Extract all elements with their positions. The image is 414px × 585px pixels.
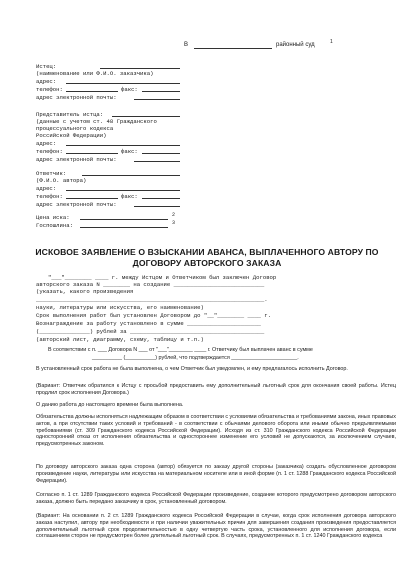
body-paragraph: В установленный срок работа не была выполнена, о чем Ответчик был уведомлен, и ему предлагалось исполнить Договор. xyxy=(36,366,348,372)
contract-line: (указать, какого произведения xyxy=(36,288,134,295)
contract-line: Вознаграждение за работу установлено в сумме ______________________ xyxy=(36,320,261,327)
body-paragraph: (Вариант: На основании п. 2 ст. 1289 Гражданского кодекса Российской Федерации в случае, когда срок исполнения договора авторского заказа наступил, автору при необходимости и при наличии уважительных причин для завершения создания произведения предоставляется дополнительный льготный срок продолжительностью в одну четвертую часть срока, установленного для исполнения договора, если соглашением сторон не предусмотрен более длительный льготный срок. В случаях, предусмотренных п. 1 ст. 1240 Гражданского кодекса xyxy=(36,513,396,540)
representative-blank xyxy=(112,111,180,117)
plaintiff-phone-label: телефон: xyxy=(36,86,63,93)
claim-price-blank xyxy=(80,214,168,220)
plaintiff-fax-blank xyxy=(142,86,180,92)
contract-line: авторского заказа N ________ на создание ___________________________ xyxy=(36,281,265,288)
plaintiff-fax-label: факс: xyxy=(121,86,138,93)
representative-fax-label: факс: xyxy=(121,148,138,155)
defendant-fax-blank xyxy=(142,193,180,199)
claim-price-label: Цена иска: xyxy=(36,214,70,221)
representative-address-label: адрес: xyxy=(36,140,57,147)
footnote-marker-2: 2 xyxy=(172,212,176,218)
representative-email-blank xyxy=(134,156,180,162)
body-paragraph: Обязательства должны исполняться надлежащим образом в соответствии с условиями обязательства и требованиями закона, иных правовых актов, а при отсутствии таких условий и требований - в соответствии с обычаями делового оборота или иными обычно предъявляемыми требованиями (ст. 309 Гражданского кодекса Российской Федерации). Исходя из ст. 310 Гражданского кодекса Российской Федерации односторонний отказ от исполнения обязательства и одностороннее изменение его условий не допускаются, за исключением случаев, предусмотренных законом. xyxy=(36,414,396,448)
contract-line: (_______________) рублей за ________________________________________ xyxy=(36,328,265,335)
defendant-email-blank xyxy=(134,201,180,207)
court-prefix: В xyxy=(184,42,189,48)
state-fee-label: Госпошлина: xyxy=(36,222,73,229)
contract-line: "___"________ ____ г. между Истцом и Ответчиком был заключен Договор xyxy=(48,274,277,281)
defendant-blank xyxy=(82,170,180,176)
contract-line: ____________________________________________________________________. xyxy=(36,296,268,303)
representative-phone-label: телефон: xyxy=(36,148,63,155)
plaintiff-phone-blank xyxy=(66,86,118,92)
defendant-fax-label: факс: xyxy=(121,193,138,200)
state-fee-blank xyxy=(80,222,168,228)
defendant-sub: (Ф.И.О. автора) xyxy=(36,177,87,184)
plaintiff-address-label: адрес: xyxy=(36,78,57,85)
body-paragraph: (Вариант: Ответчик обратился к Истцу с просьбой предоставить ему дополнительный льготный срок для окончания своей работы. Истец продлил срок исполнения Договора.) xyxy=(36,383,396,396)
court-label: районный суд xyxy=(276,42,315,48)
representative-label: Представитель истца: xyxy=(36,111,104,118)
document-title-line-2: ДОГОВОРУ АВТОРСКОГО ЗАКАЗА xyxy=(132,258,282,268)
contract-line: (авторский лист, диаграмму, схему, таблицу и т.п.) xyxy=(36,336,204,343)
representative-address-blank xyxy=(66,140,180,146)
contract-line: науки, литературы или искусства, его наименование) xyxy=(36,304,204,311)
defendant-phone-label: телефон: xyxy=(36,193,63,200)
defendant-label: Ответчик: xyxy=(36,170,67,177)
footnote-marker-1: 1 xyxy=(330,39,333,45)
court-name-blank xyxy=(194,43,272,49)
representative-email-label: адрес электронной почты: xyxy=(36,156,117,163)
plaintiff-email-label: адрес электронной почты: xyxy=(36,94,117,101)
plaintiff-address-blank xyxy=(66,78,180,84)
plaintiff-sub: (наименование или Ф.И.О. заказчика) xyxy=(36,70,154,77)
representative-sub2: процессуального кодекса xyxy=(36,125,114,132)
advance-line: __________ (__________) рублей, что подтверждается ______________________. xyxy=(92,355,299,361)
body-paragraph: По договору авторского заказа одна сторона (автор) обязуется по заказу другой стороны (заказчика) создать обусловленное договором произведение науки, литературы или искусства на материальном носителе или в иной форме (п. 1 ст. 1288 Гражданского кодекса Российской Федерации). xyxy=(36,464,396,484)
representative-fax-blank xyxy=(142,148,180,154)
representative-phone-blank xyxy=(66,148,118,154)
footnote-marker-3: 3 xyxy=(172,220,176,226)
plaintiff-email-blank xyxy=(134,94,180,100)
advance-line: В соответствии с п. ___ Договора N ___ от "___"________ ____ г. Ответчику был выплачен аванс в сумме xyxy=(48,347,313,353)
defendant-email-label: адрес электронной почты: xyxy=(36,201,117,208)
defendant-phone-blank xyxy=(66,193,118,199)
body-paragraph: Согласно п. 1 ст. 1289 Гражданского кодекса Российской Федерации произведение, создание которого предусмотрено договором авторского заказа, должно быть передано заказчику в срок, установленный договором. xyxy=(36,492,396,505)
document-title-line-1: ИСКОВОЕ ЗАЯВЛЕНИЕ О ВЗЫСКАНИИ АВАНСА, ВЫПЛАЧЕННОГО АВТОРУ ПО xyxy=(35,247,379,257)
body-paragraph: О данию работа до настоящего времени была выполнена. xyxy=(36,402,184,408)
defendant-address-label: адрес: xyxy=(36,185,57,192)
plaintiff-label: Истец: xyxy=(36,63,57,70)
representative-sub: (данные с учетом ст. 48 Гражданского xyxy=(36,118,157,125)
defendant-address-blank xyxy=(66,185,180,191)
representative-sub3: Российской Федерации) xyxy=(36,132,107,139)
plaintiff-blank xyxy=(100,63,180,69)
contract-line: Срок выполнения работ был установлен Договором до "__"________ ____ г. xyxy=(36,312,271,319)
